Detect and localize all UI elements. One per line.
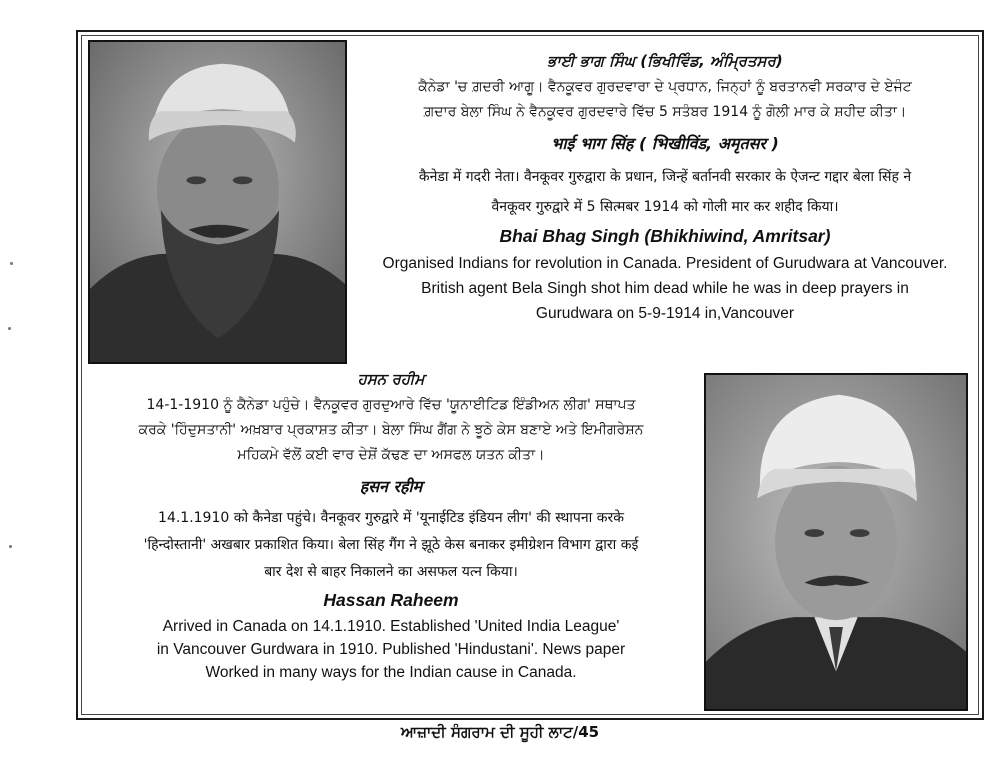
scan-speck: [10, 262, 13, 265]
english-line: Worked in many ways for the Indian cause in Canada.: [205, 664, 577, 681]
english-paragraph: [84, 615, 698, 684]
hindi-paragraph: [350, 162, 980, 222]
portrait-hassan-raheem: [704, 373, 968, 711]
punjabi-title: ਭਾਈ ਭਾਗ ਸਿੰਘ (ਭਿਖੀਵਿੰਡ, ਅੰਮ੍ਰਿਤਸਰ): [547, 52, 783, 70]
page-footer: ਆਜ਼ਾਦੀ ਸੰਗਰਾਮ ਦੀ ਸੂਹੀ ਲਾਟ/45: [400, 723, 600, 741]
english-line: Gurudwara on 5-9-1914 in,Vancouver: [535, 305, 795, 322]
entry-bhai-bhag-singh: [350, 52, 980, 326]
english-line: Arrived in Canada on 14.1.1910. Established 'United India League': [162, 618, 620, 635]
hindi-line: कैनेडा में गदरी नेता। वैनकूवर गुरुद्वारा के प्रधान, जिन्हें बर्तानवी सरकार के ऐजन्ट गद्दार बेला सिंह ने: [418, 169, 912, 185]
english-line: British agent Bela Singh shot him dead while he was in deep prayers in: [421, 280, 909, 297]
entry-hassan-raheem: [84, 370, 698, 684]
hindi-paragraph: [84, 505, 698, 586]
punjabi-line: ਕਰਕੇ 'ਹਿੰਦੁਸਤਾਨੀ' ਅਖ਼ਬਾਰ ਪ੍ਰਕਾਸ਼ਤ ਕੀਤਾ। ਬੇਲਾ ਸਿੰਘ ਗੈਂਗ ਨੇ ਝੂਠੇ ਕੇਸ ਬਣਾਏ ਅਤੇ ਇਮੀਗਰੇਸ਼ਨ: [138, 422, 644, 438]
punjabi-line: ਗ਼ਦਾਰ ਬੇਲਾ ਸਿੰਘ ਨੇ ਵੈਨਕੂਵਰ ਗੁਰਦਵਾਰੇ ਵਿੱਚ 5 ਸਤੰਬਰ 1914 ਨੂੰ ਗੋਲੀ ਮਾਰ ਕੇ ਸ਼ਹੀਦ ਕੀਤਾ।: [423, 104, 907, 120]
punjabi-paragraph: [84, 393, 698, 468]
portrait-image: [90, 42, 345, 362]
hindi-line: बार देश से बाहर निकालने का असफल यत्न किया।: [264, 564, 518, 580]
punjabi-title: ਹਸਨ ਰਹੀਮ: [357, 370, 425, 388]
english-line: in Vancouver Gurdwara in 1910. Published 'Hindustani'. News paper: [156, 641, 626, 658]
english-paragraph: [350, 251, 980, 326]
hindi-line: वैनकूवर गुरुद्वारे में 5 सित्मबर 1914 को गोली मार कर शहीद किया।: [491, 199, 839, 215]
scan-speck: [9, 545, 12, 548]
punjabi-paragraph: [350, 75, 980, 125]
punjabi-line: ਕੈਨੇਡਾ 'ਚ ਗ਼ਦਰੀ ਆਗੂ। ਵੈਨਕੂਵਰ ਗੁਰਦਵਾਰਾ ਦੇ ਪ੍ਰਧਾਨ, ਜਿਨ੍ਹਾਂ ਨੂੰ ਬਰਤਾਨਵੀ ਸਰਕਾਰ ਦੇ ਏਜੰਟ: [418, 79, 912, 95]
english-line: Organised Indians for revolution in Canada. President of Gurudwara at Vancouver.: [382, 255, 948, 272]
scan-speck: [8, 327, 11, 330]
punjabi-line: 14-1-1910 ਨੂੰ ਕੈਨੇਡਾ ਪਹੁੰਚੇ। ਵੈਨਕੂਵਰ ਗੁਰਦੁਆਰੇ ਵਿੱਚ 'ਯੂਨਾਈਟਿਡ ਇੰਡੀਅਨ ਲੀਗ' ਸਥਾਪਤ: [146, 397, 636, 413]
english-title: Bhai Bhag Singh (Bhikhiwind, Amritsar): [499, 226, 831, 246]
hindi-line: 14.1.1910 को कैनेडा पहुंचे। वैनकूवर गुरुद्वारे में 'यूनाईटिड इंडियन लीग' की स्थापना करके: [158, 510, 624, 526]
hindi-title: हसन रहीम: [359, 477, 423, 496]
hindi-title: भाई भाग सिंह ( भिखीविंड, अमृतसर ): [551, 134, 779, 153]
english-title: Hassan Raheem: [323, 590, 459, 610]
hindi-line: 'हिन्दोस्तानी' अखबार प्रकाशित किया। बेला सिंह गैंग ने झूठे केस बनाकर इमीग्रेशन विभाग द्वारा कई: [143, 537, 639, 553]
portrait-image: [706, 375, 966, 709]
portrait-bhai-bhag-singh: [88, 40, 347, 364]
punjabi-line: ਮਹਿਕਮੇ ਵੱਲੋਂ ਕਈ ਵਾਰ ਦੇਸ਼ੋਂ ਕੱਢਣ ਦਾ ਅਸਫਲ ਯਤਨ ਕੀਤਾ।: [237, 447, 545, 463]
